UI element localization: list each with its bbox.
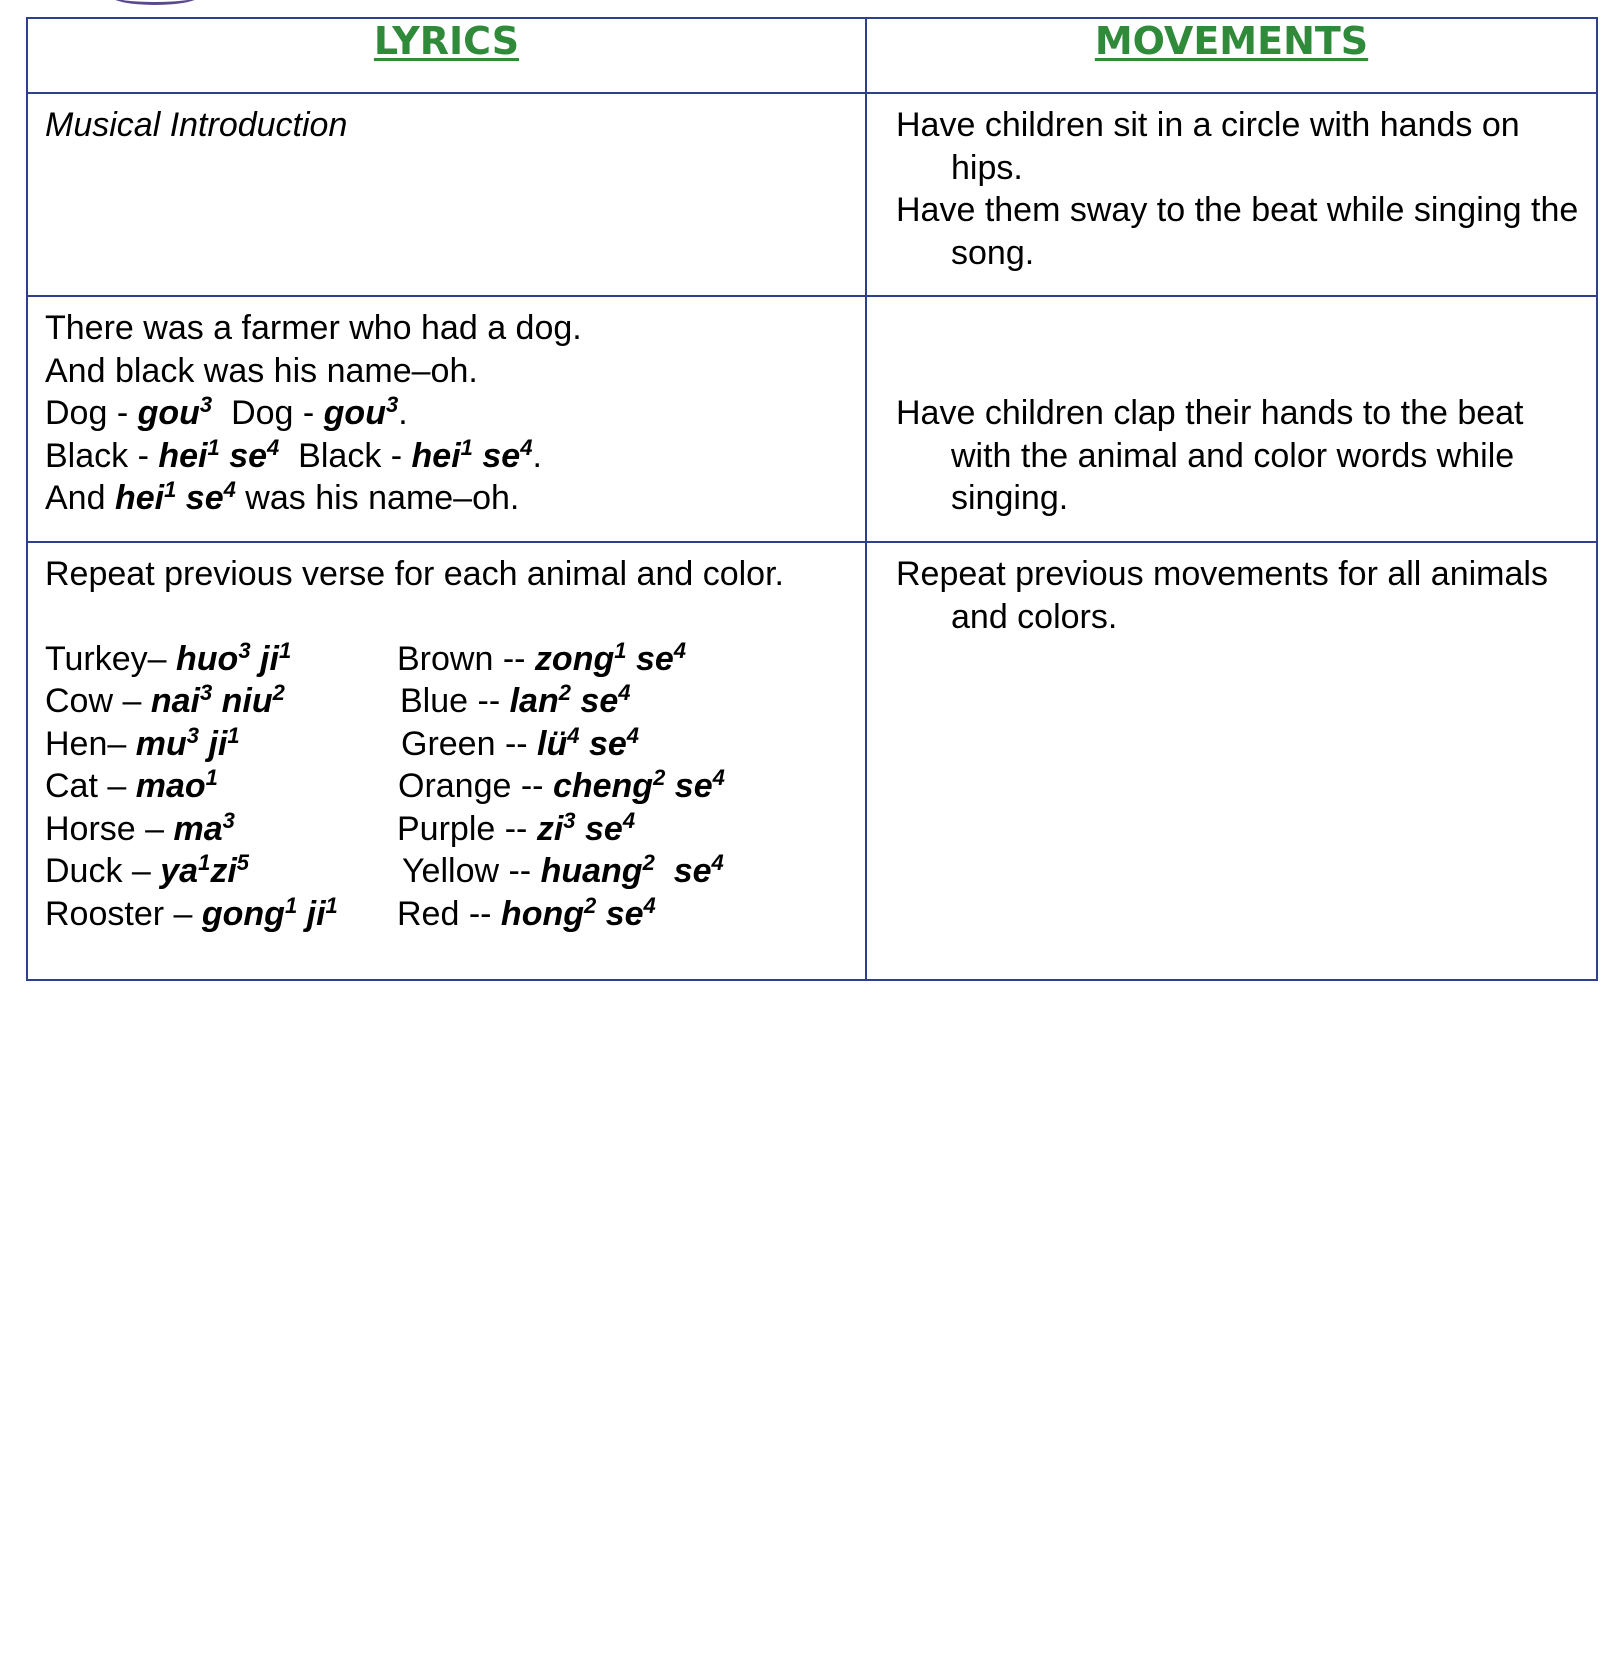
animal-word: Horse – $ma^3$ <box>45 807 235 848</box>
decorative-arc <box>110 0 200 5</box>
lyrics-header: LYRICS <box>27 18 866 93</box>
lyrics-cell <box>27 542 866 980</box>
header-row <box>27 18 1597 93</box>
color-word: Green -- $lü^4$ $se^4$ <box>401 722 640 763</box>
color-word: Purple -- $zi^3$ $se^4$ <box>397 807 636 848</box>
vocabulary-list <box>45 638 853 936</box>
animal-word: Turkey– huo$^3$ $ji^1$ <box>45 637 292 678</box>
verse-line: There was a farmer who had a dog. <box>45 309 582 347</box>
movements-cell <box>866 542 1597 980</box>
color-word: Orange -- cheng$^2$ $se^4$ <box>398 765 725 805</box>
movements-cell <box>866 93 1597 296</box>
animal-word: Hen– $mu^3$ $ji^1$ <box>45 722 240 763</box>
animal-word: Cat – mao$^1$ <box>45 765 218 805</box>
table-row <box>27 296 1597 542</box>
verse-line: Black - hei$^1$ $se^4$ Black - hei$^1$ $se^4$. <box>45 434 542 475</box>
color-word: Blue -- lan$^2$ $se^4$ <box>400 680 631 720</box>
movement-instruction: Have children clap their hands to the beat with the animal and color words while singing. <box>896 394 1524 517</box>
lyrics-cell <box>27 296 866 542</box>
movements-cell <box>866 296 1597 542</box>
color-word: Brown -- zong$^1$ $se^4$ <box>397 637 687 678</box>
repeat-instruction: Repeat previous verse for each animal and color. <box>45 555 784 593</box>
movement-instruction: Repeat previous movements for all animals and colors. <box>896 555 1548 636</box>
movement-instruction: Have children sit in a circle with hands on hips. <box>896 106 1520 187</box>
movement-instruction: Have them sway to the beat while singing the song. <box>896 191 1579 272</box>
animal-word: Duck – $ya^1zi^5$ <box>45 850 250 890</box>
table-row <box>27 542 1597 980</box>
lyrics-cell <box>27 93 866 296</box>
color-word: Red -- hong$^2$ $se^4$ <box>397 892 656 933</box>
movements-header: MOVEMENTS <box>866 18 1597 93</box>
color-word: Yellow -- huang$^2$ $se^4$ <box>402 850 724 890</box>
musical-introduction: Musical Introduction <box>45 106 348 144</box>
verse-line: And black was his name–oh. <box>45 351 478 390</box>
table-row <box>27 93 1597 296</box>
animal-word: Cow – nai$^3$ niu$^2$ <box>45 680 285 720</box>
verse-line: Dog - gou$^3$ Dog - gou$^3$. <box>45 392 408 432</box>
animal-word: Rooster – gong$^1$ $ji^1$ <box>45 892 338 933</box>
lyrics-movements-table <box>26 17 1598 981</box>
verse-line: And hei$^1$ $se^4$ was his name–oh. <box>45 477 520 517</box>
